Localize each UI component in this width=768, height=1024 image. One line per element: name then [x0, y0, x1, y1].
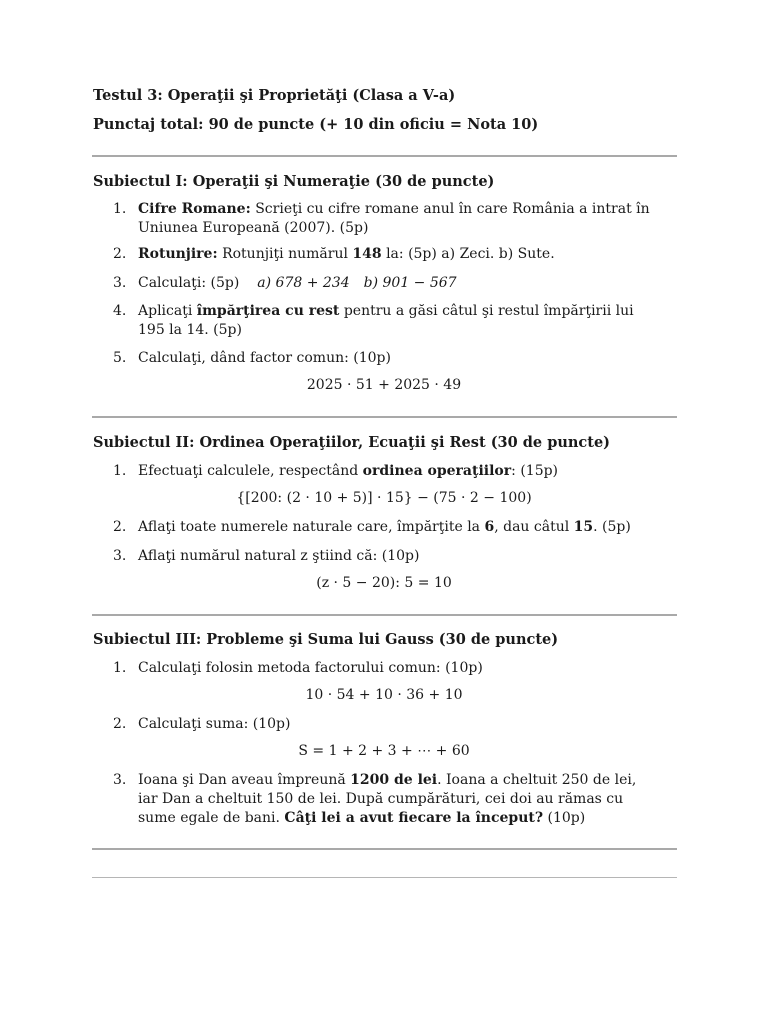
equation: 10 · 54 + 10 · 36 + 10	[305, 687, 463, 703]
question-division-quotient	[138, 518, 658, 537]
question-text: (10p)	[543, 810, 586, 826]
test-title: Testul 3: Operaţii şi Proprietăţi (Clasa a V-a)	[93, 87, 456, 104]
question-text: Scrieţi cu cifre romane anul în care România a intrat în Uniunea Europeană (2007). (5p)	[138, 201, 650, 236]
section-2-title: Subiectul II: Ordinea Operaţiilor, Ecuaţii şi Rest (30 de puncte)	[93, 434, 611, 451]
question-gauss-sum: Calculaţi suma: (10p)	[138, 716, 291, 732]
question-text: , dau câtul	[494, 519, 574, 535]
section-3-title: Subiectul III: Probleme şi Suma lui Gauss (30 de puncte)	[93, 631, 559, 648]
question-text: Ioana şi Dan aveau împreună	[138, 772, 351, 788]
question-keyword: Câţi lei a avut fiecare la început?	[284, 810, 544, 826]
question-keyword: ordinea operaţiilor	[362, 463, 512, 479]
question-text: Rotunjiţi numărul	[217, 246, 353, 262]
question-keyword: Cifre Romane:	[138, 201, 251, 217]
question-text: pentru a găsi câtul şi restul împărţirii lui 195 la 14. (5p)	[138, 303, 634, 338]
divider	[92, 155, 677, 157]
total-score: Punctaj total: 90 de puncte (+ 10 din oficiu = Nota 10)	[93, 116, 539, 133]
equation: (z · 5 − 20): 5 = 10	[316, 575, 452, 591]
question-order-of-operations	[138, 462, 658, 481]
divider	[92, 848, 677, 850]
question-word-problem	[138, 771, 658, 828]
equation: S = 1 + 2 + 3 + ⋯ + 60	[298, 743, 470, 759]
item-number: 4.	[113, 303, 127, 319]
divider	[92, 877, 677, 878]
question-keyword: împărţirea cu rest	[196, 303, 340, 319]
equation: {[200: (2 · 10 + 5)] · 15} − (75 · 2 − 100)	[236, 490, 532, 506]
question-text: la: (5p) a) Zeci. b) Sute.	[381, 246, 555, 262]
question-text: Calculaţi: (5p)	[138, 275, 240, 291]
question-text: . (5p)	[593, 519, 631, 535]
item-number: 5.	[113, 350, 127, 366]
item-number: 2.	[113, 519, 127, 535]
question-find-z: Aflaţi numărul natural z ştiind că: (10p)	[138, 548, 420, 564]
expr-a: a) 678 + 234	[257, 275, 350, 291]
question-factor-method: Calculaţi folosin metoda factorului comun: (10p)	[138, 660, 483, 676]
question-keyword: 1200 de lei	[350, 772, 438, 788]
expr-b: b) 901 − 567	[363, 275, 457, 291]
question-calculate	[138, 274, 658, 293]
item-number: 3.	[113, 548, 127, 564]
question-keyword: Rotunjire:	[138, 246, 218, 262]
item-number: 2.	[113, 246, 127, 262]
item-number: 1.	[113, 463, 127, 479]
question-common-factor: Calculaţi, dând factor comun: (10p)	[138, 350, 391, 366]
question-division	[138, 302, 658, 340]
question-number-bold: 6	[484, 519, 495, 535]
item-number: 2.	[113, 716, 127, 732]
question-number-bold: 15	[573, 519, 594, 535]
question-text: . Ioana a cheltuit 250 de lei, iar Dan a cheltuit 150 de lei. După cumpărături, cei doi au rămas cu sume egale de bani.	[138, 772, 637, 826]
divider	[92, 416, 677, 418]
question-number-bold: 148	[352, 246, 382, 262]
divider	[92, 614, 677, 616]
question-text: Efectuaţi calculele, respectând	[138, 463, 363, 479]
question-text: Aflaţi toate numerele naturale care, împărţite la	[138, 519, 485, 535]
question-roman-numerals	[138, 200, 658, 238]
item-number: 1.	[113, 660, 127, 676]
item-number: 1.	[113, 201, 127, 217]
question-text: : (15p)	[511, 463, 559, 479]
question-text: Aplicaţi	[138, 303, 197, 319]
section-1-title: Subiectul I: Operaţii şi Numeraţie (30 de puncte)	[93, 173, 495, 190]
item-number: 3.	[113, 275, 127, 291]
equation: 2025 · 51 + 2025 · 49	[306, 377, 462, 393]
item-number: 3.	[113, 772, 127, 788]
question-rounding	[138, 245, 658, 264]
